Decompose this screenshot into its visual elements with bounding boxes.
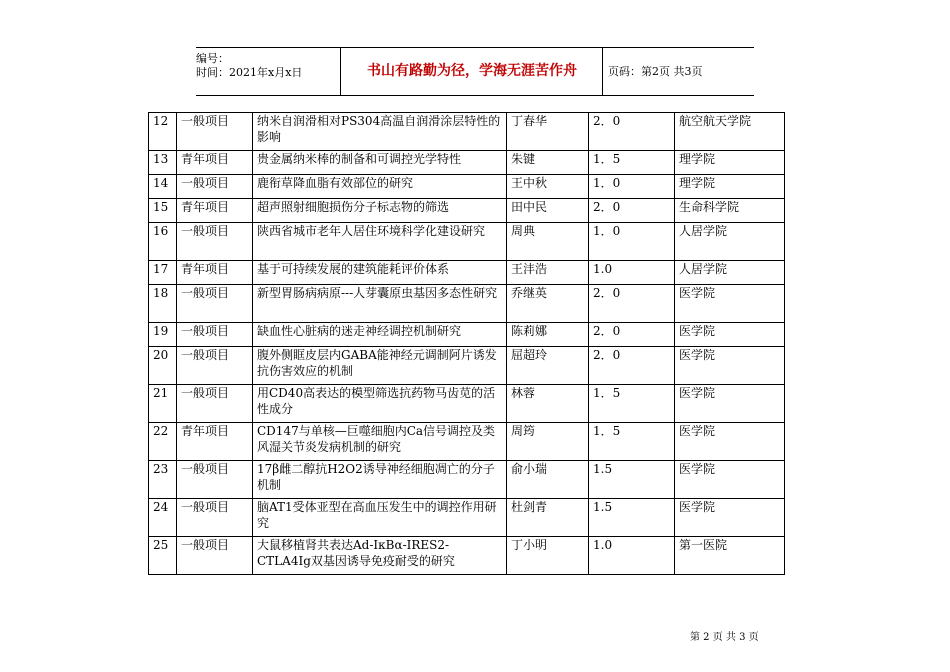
project-leader: 杜剑青	[507, 499, 589, 537]
project-funding: 2．0	[589, 347, 675, 385]
project-table-body	[149, 113, 785, 575]
table-row	[149, 175, 785, 199]
project-funding: 1.5	[589, 461, 675, 499]
project-title: 缺血性心脏病的迷走神经调控机制研究	[253, 323, 507, 347]
project-department: 生命科学院	[675, 199, 785, 223]
project-department: 第一医院	[675, 537, 785, 575]
project-leader: 乔继英	[507, 285, 589, 323]
project-leader: 俞小瑞	[507, 461, 589, 499]
row-number: 22	[149, 423, 177, 461]
row-number: 12	[149, 113, 177, 151]
header-page-label: 页码：第2页 共3页	[608, 65, 703, 78]
table-row	[149, 385, 785, 423]
project-funding: 1．5	[589, 151, 675, 175]
project-department: 理学院	[675, 151, 785, 175]
project-type: 一般项目	[177, 323, 253, 347]
project-type: 一般项目	[177, 285, 253, 323]
project-title: 新型胃肠病病原---人芽囊原虫基因多态性研究	[253, 285, 507, 323]
row-number: 17	[149, 261, 177, 285]
project-funding: 1．0	[589, 175, 675, 199]
project-leader: 王沣浩	[507, 261, 589, 285]
project-leader: 丁小明	[507, 537, 589, 575]
project-type: 一般项目	[177, 385, 253, 423]
project-department: 医学院	[675, 423, 785, 461]
project-department: 医学院	[675, 323, 785, 347]
project-type: 青年项目	[177, 151, 253, 175]
row-number: 23	[149, 461, 177, 499]
row-number: 13	[149, 151, 177, 175]
number-label: 编号：	[196, 52, 229, 65]
project-leader: 屈超玲	[507, 347, 589, 385]
project-title: 陕西省城市老年人居住环境科学化建设研究	[253, 223, 507, 261]
project-department: 医学院	[675, 499, 785, 537]
project-funding: 2．0	[589, 323, 675, 347]
table-row	[149, 261, 785, 285]
project-funding: 1.0	[589, 537, 675, 575]
project-department: 医学院	[675, 385, 785, 423]
project-department: 医学院	[675, 347, 785, 385]
project-leader: 王中秋	[507, 175, 589, 199]
header-meta	[196, 48, 340, 99]
project-type: 一般项目	[177, 461, 253, 499]
row-number: 20	[149, 347, 177, 385]
row-number: 21	[149, 385, 177, 423]
project-funding: 2．0	[589, 285, 675, 323]
project-leader: 田中民	[507, 199, 589, 223]
project-title: 腹外侧眶皮层内GABA能神经元调制阿片诱发抗伤害效应的机制	[253, 347, 507, 385]
row-number: 18	[149, 285, 177, 323]
project-leader: 朱键	[507, 151, 589, 175]
project-title: 超声照射细胞损伤分子标志物的筛选	[253, 199, 507, 223]
table-row	[149, 537, 785, 575]
table-row	[149, 285, 785, 323]
project-type: 青年项目	[177, 423, 253, 461]
row-number: 25	[149, 537, 177, 575]
header-motto: 书山有路勤为径，学海无涯苦作舟	[367, 63, 577, 79]
project-department: 航空航天学院	[675, 113, 785, 151]
project-funding: 1．5	[589, 423, 675, 461]
table-row	[149, 151, 785, 175]
table-row	[149, 423, 785, 461]
table-row	[149, 323, 785, 347]
project-type: 青年项目	[177, 199, 253, 223]
table-row	[149, 223, 785, 261]
project-funding: 1．0	[589, 223, 675, 261]
project-department: 医学院	[675, 461, 785, 499]
row-number: 14	[149, 175, 177, 199]
project-title: 纳米自润滑相对PS304高温自润滑涂层特性的影响	[253, 113, 507, 151]
project-department: 理学院	[675, 175, 785, 199]
project-funding: 1.0	[589, 261, 675, 285]
project-funding: 1.5	[589, 499, 675, 537]
project-title: 17β雌二醇抗H2O2诱导神经细胞凋亡的分子机制	[253, 461, 507, 499]
project-department: 人居学院	[675, 261, 785, 285]
row-number: 19	[149, 323, 177, 347]
project-table	[148, 112, 785, 575]
page-header	[196, 47, 754, 96]
row-number: 16	[149, 223, 177, 261]
page-footer: 第 2 页 共 3 页	[690, 632, 759, 643]
table-row	[149, 199, 785, 223]
project-title: 基于可持续发展的建筑能耗评价体系	[253, 261, 507, 285]
project-leader: 周典	[507, 223, 589, 261]
project-funding: 2．0	[589, 113, 675, 151]
project-type: 一般项目	[177, 175, 253, 199]
project-funding: 1．5	[589, 385, 675, 423]
project-leader: 陈莉娜	[507, 323, 589, 347]
table-row	[149, 113, 785, 151]
project-type: 一般项目	[177, 223, 253, 261]
project-type: 一般项目	[177, 499, 253, 537]
project-type: 青年项目	[177, 261, 253, 285]
project-type: 一般项目	[177, 537, 253, 575]
table-row	[149, 347, 785, 385]
row-number: 15	[149, 199, 177, 223]
project-department: 医学院	[675, 285, 785, 323]
table-row	[149, 461, 785, 499]
project-funding: 2．0	[589, 199, 675, 223]
project-title: 脑AT1受体亚型在高血压发生中的调控作用研究	[253, 499, 507, 537]
project-title: 鹿衔草降血脂有效部位的研究	[253, 175, 507, 199]
table-row	[149, 499, 785, 537]
row-number: 24	[149, 499, 177, 537]
project-title: 大鼠移植肾共表达Ad-IκBα-IRES2-CTLA4Ig双基因诱导免疫耐受的研究	[253, 537, 507, 575]
project-title: CD147与单核—巨噬细胞内Ca信号调控及类风湿关节炎发病机制的研究	[253, 423, 507, 461]
project-type: 一般项目	[177, 113, 253, 151]
project-leader: 丁春华	[507, 113, 589, 151]
header-divider	[602, 48, 603, 95]
header-divider	[340, 48, 341, 95]
project-leader: 林蓉	[507, 385, 589, 423]
project-type: 一般项目	[177, 347, 253, 385]
time-label: 时间：2021年x月x日	[196, 66, 303, 79]
project-title: 用CD40高表达的模型筛选抗药物马齿苋的活性成分	[253, 385, 507, 423]
project-leader: 周筠	[507, 423, 589, 461]
project-title: 贵金属纳米棒的制备和可调控光学特性	[253, 151, 507, 175]
project-department: 人居学院	[675, 223, 785, 261]
